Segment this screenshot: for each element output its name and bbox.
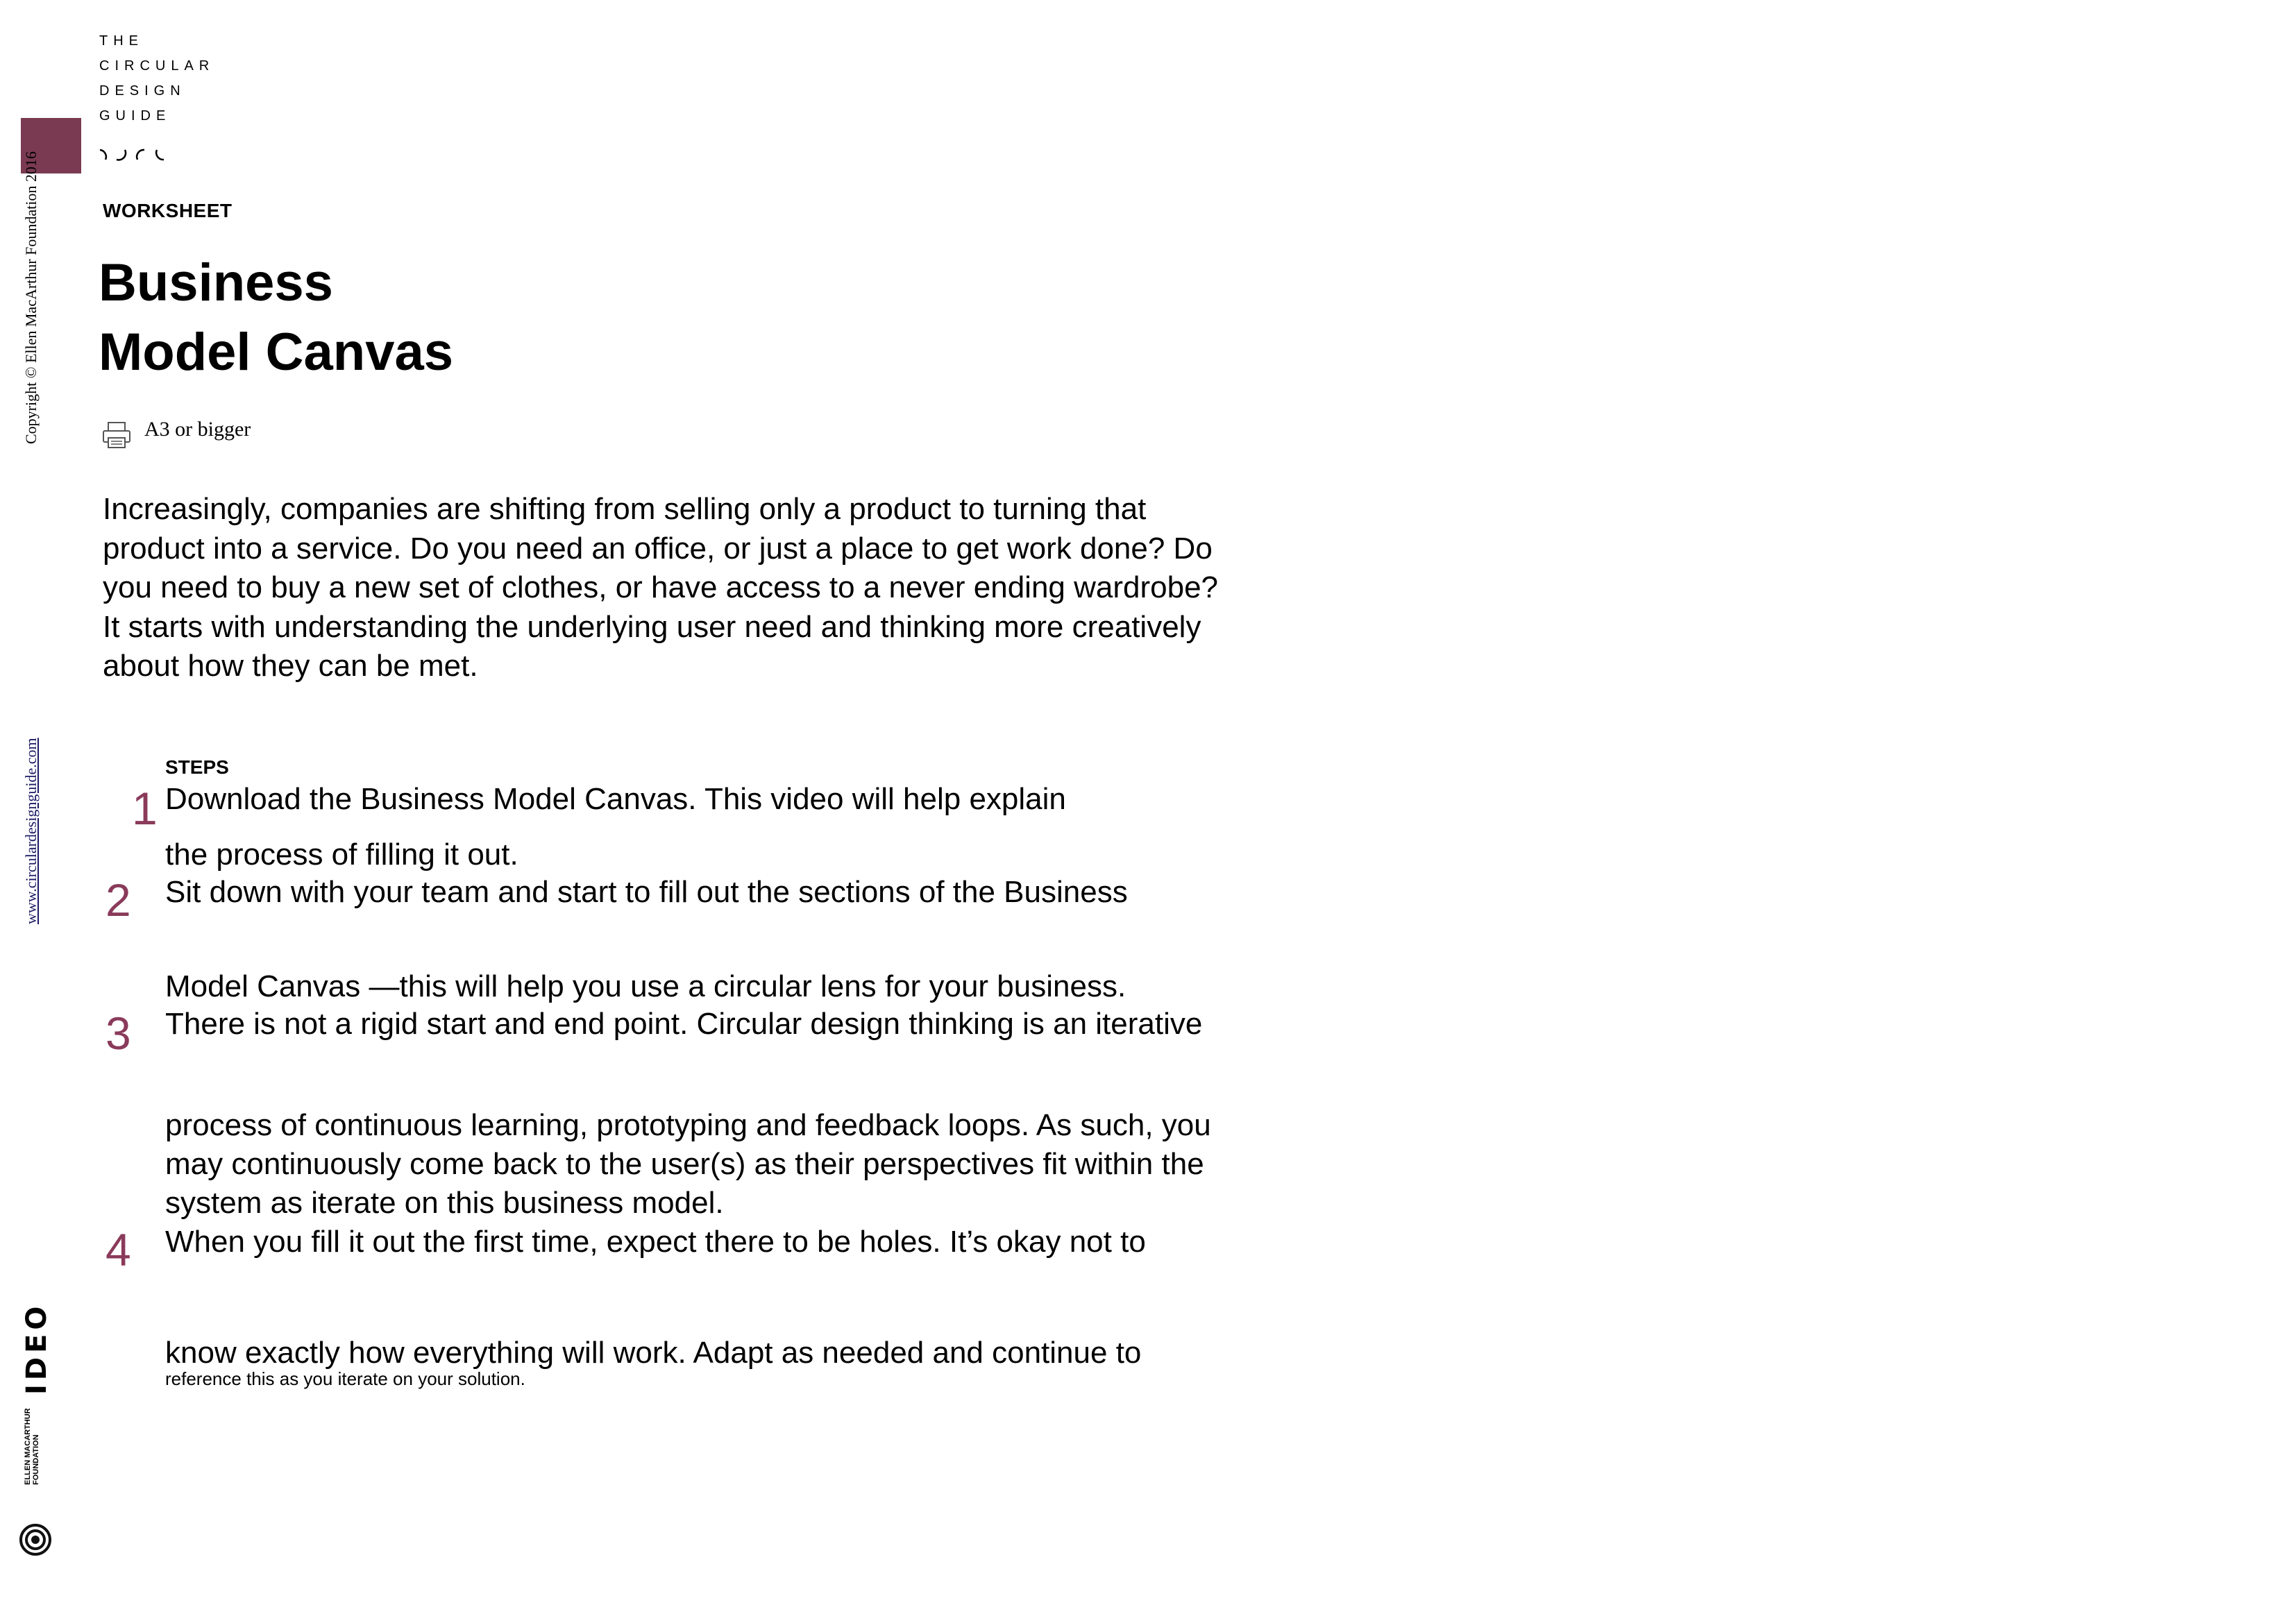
steps-heading: STEPS [165, 756, 229, 778]
print-size-note: A3 or bigger [144, 418, 251, 441]
worksheet-label: WORKSHEET [103, 200, 233, 221]
step-4-line-3: reference this as you iterate on your solution. [165, 1368, 525, 1389]
copyright-notice: Copyright © Ellen MacArthur Foundation 2016 [22, 151, 40, 444]
foundation-circle-icon [19, 1523, 52, 1556]
step-number-3: 3 [105, 1008, 131, 1059]
step-number-2: 2 [105, 874, 131, 926]
website-link[interactable]: www.circulardesignguide.com [22, 738, 40, 924]
title-line-2: Model Canvas [99, 323, 454, 382]
step-2-line-1: Sit down with your team and start to fill out the sections of the Business [165, 875, 1128, 909]
title-line-1: Business [99, 253, 333, 312]
step-number-4: 4 [105, 1224, 131, 1275]
step-3-line-2: process of continuous learning, prototyping and feedback loops. As such, you [165, 1108, 1211, 1142]
step-3-line-4: system as iterate on this business model. [165, 1186, 724, 1220]
step-number-1: 1 [132, 783, 158, 834]
intro-line-2: product into a service. Do you need an office, or just a place to get work done? Do [103, 531, 1213, 566]
foundation-logo-text [24, 1408, 40, 1485]
intro-line-3: you need to buy a new set of clothes, or have access to a never ending wardrobe? [103, 570, 1219, 604]
step-3-line-1: There is not a rigid start and end point. Circular design thinking is an iterative [165, 1007, 1203, 1041]
logo-line-3: DESIGN [99, 83, 186, 99]
intro-paragraph [103, 490, 1283, 686]
step-1-line-1: Download the Business Model Canvas. This video will help explain [165, 782, 1066, 816]
page-title [99, 248, 453, 387]
step-3-line-3: may continuously come back to the user(s) as their perspectives fit within the [165, 1147, 1204, 1181]
intro-line-5: about how they can be met. [103, 649, 478, 683]
step-1-line-2: the process of filling it out. [165, 838, 518, 872]
logo-line-1: THE [99, 33, 144, 49]
logo-line-4: GUIDE [99, 108, 171, 124]
logo-line-2: CIRCULAR [99, 58, 215, 74]
step-2-line-2: Model Canvas —this will help you use a circular lens for your business. [165, 969, 1126, 1003]
foundation-name-line2: FOUNDATION [32, 1434, 40, 1485]
printer-icon [101, 420, 132, 450]
intro-line-4: It starts with understanding the underlying user need and thinking more creatively [103, 609, 1201, 644]
logo-arcs-icon [97, 146, 174, 164]
ideo-logo: IDEO [21, 1302, 53, 1395]
intro-line-1: Increasingly, companies are shifting from selling only a product to turning that [103, 492, 1147, 526]
step-4-line-2: know exactly how everything will work. Adapt as needed and continue to [165, 1336, 1142, 1370]
foundation-name-line1: ELLEN MACARTHUR [24, 1408, 32, 1485]
step-4-line-1: When you fill it out the first time, expect there to be holes. It’s okay not to [165, 1225, 1146, 1259]
